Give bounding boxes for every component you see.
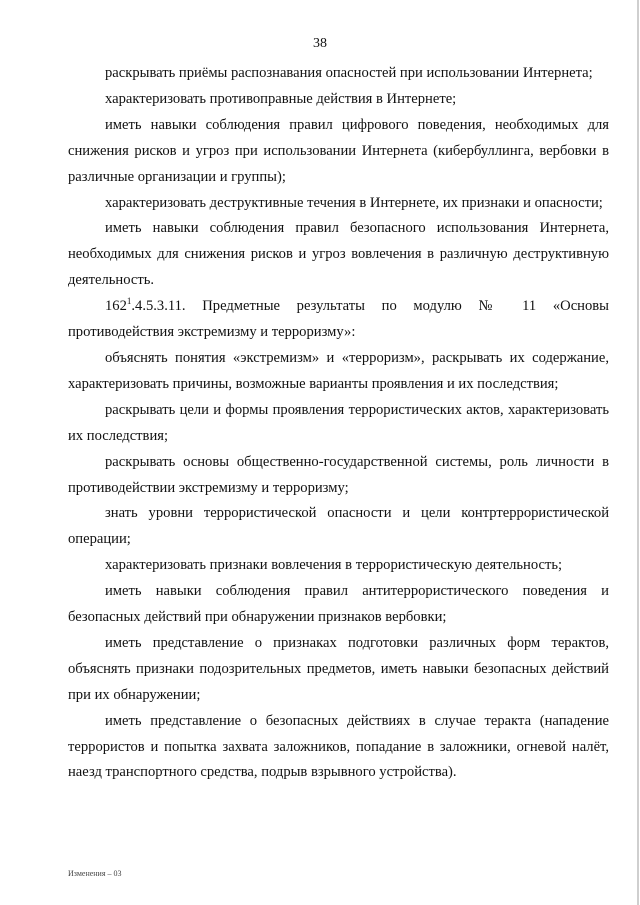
- list-item: раскрывать основы общественно-государственной системы, роль личности в противодействии экстремизму и терроризму;: [68, 453, 609, 496]
- scan-edge: [637, 0, 639, 905]
- footer-note: Изменения – 03: [68, 869, 122, 878]
- paragraph: раскрывать приёмы распознавания опасностей при использовании Интернета;: [105, 65, 593, 81]
- section-number-superscript: 1: [126, 296, 132, 307]
- paragraph: характеризовать деструктивные течения в Интернете, их признаки и опасности;: [105, 194, 603, 211]
- list-item: объяснять понятия «экстремизм» и «терроризм», раскрывать их содержание, характеризовать причины, возможные варианты проявления и их последствия;: [68, 349, 609, 392]
- section-title: Предметные результаты по модулю № 11 «Основы противодействия экстремизму и терроризму»:: [68, 298, 609, 341]
- paragraph: иметь навыки соблюдения правил безопасного использования Интернета, необходимых для снижения рисков и угроз вовлечения в различную деструктивную деятельность.: [68, 220, 609, 289]
- list-item: знать уровни террористической опасности и цели контртеррористической операции;: [68, 505, 609, 548]
- list-item: раскрывать цели и формы проявления террористических актов, характеризовать их последствия;: [68, 401, 609, 444]
- document-body: [68, 61, 609, 786]
- page-number: 38: [313, 36, 327, 51]
- section-number-suffix: .4.5.3.11.: [131, 298, 186, 315]
- paragraph: характеризовать противоправные действия в Интернете;: [105, 90, 457, 107]
- section-heading: [68, 294, 609, 346]
- list-item: иметь представление о безопасных действиях в случае теракта (нападение террористов и попытка захвата заложников, попадание в заложники, огневой налёт, наезд транспортного средства, подрыв взрывного устройства).: [68, 712, 609, 781]
- list-item: иметь навыки соблюдения правил антитеррористического поведения и безопасных действий при обнаружении признаков вербовки;: [68, 583, 609, 626]
- paragraph: иметь навыки соблюдения правил цифрового поведения, необходимых для снижения рисков и угроз при использовании Интернета (кибербуллинга, вербовки в различные организации и группы);: [68, 116, 609, 185]
- section-number-prefix: 162: [105, 298, 127, 315]
- list-item: характеризовать признаки вовлечения в террористическую деятельность;: [105, 557, 563, 574]
- list-item: иметь представление о признаках подготовки различных форм терактов, объяснять признаки подозрительных предметов, иметь навыки безопасных действий при их обнаружении;: [68, 634, 609, 703]
